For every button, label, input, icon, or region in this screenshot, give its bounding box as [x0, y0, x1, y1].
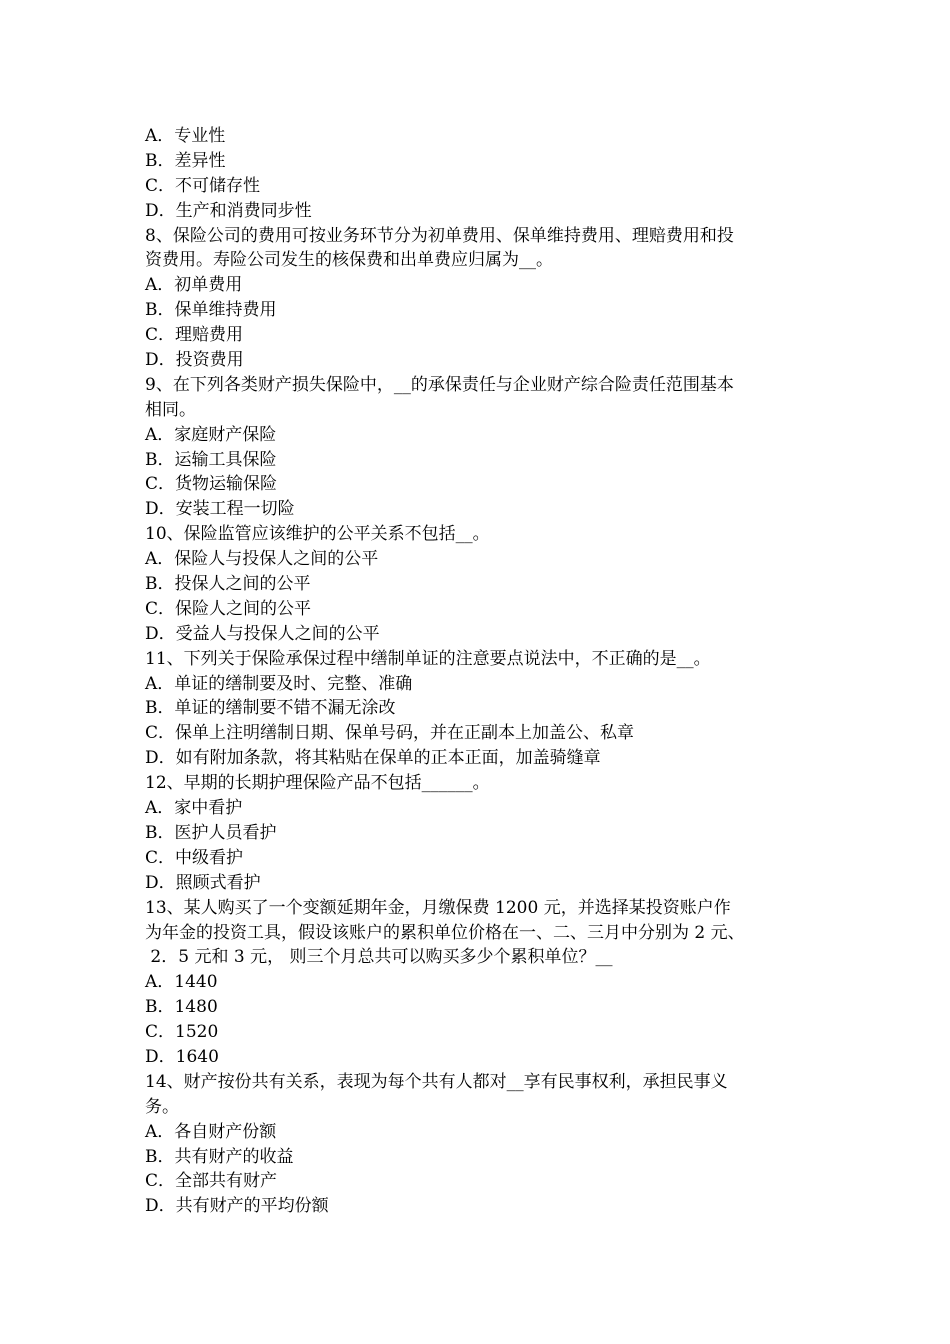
- option-b: B．差异性: [145, 150, 226, 171]
- option-a: A．保险人与投保人之间的公平: [145, 549, 379, 570]
- question-14-line-2: 务。: [145, 1096, 179, 1117]
- option-d: D．投资费用: [145, 350, 244, 371]
- option-b: B．保单维持费用: [145, 300, 277, 321]
- option-b: B．1480: [145, 997, 218, 1018]
- question-10: 10、保险监管应该维护的公平关系不包括__。: [145, 524, 490, 545]
- option-b: B．医护人员看护: [145, 822, 277, 843]
- option-d: D．受益人与投保人之间的公平: [145, 623, 380, 644]
- option-a: A．家庭财产保险: [145, 424, 277, 445]
- option-d: D．如有附加条款，将其粘贴在保单的正本正面，加盖骑缝章: [145, 748, 601, 769]
- option-a: A．专业性: [145, 126, 226, 146]
- option-c: C．中级看护: [145, 847, 244, 868]
- question-8-line-2: 资费用。寿险公司发生的核保费和出单费应归属为__。: [145, 250, 553, 271]
- option-b: B．单证的缮制要不错不漏无涂改: [145, 698, 396, 719]
- question-8-line-1: 8、保险公司的费用可按业务环节分为初单费用、保单维持费用、理赔费用和投: [145, 225, 734, 246]
- question-13-line-3: 2．5 元和 3 元， 则三个月总共可以购买多少个累积单位？__: [145, 947, 613, 968]
- option-a: A．家中看护: [145, 798, 243, 819]
- option-a: A．1440: [145, 972, 218, 993]
- option-b: B．共有财产的收益: [145, 1146, 294, 1167]
- option-b: B．运输工具保险: [145, 449, 277, 470]
- option-c: C．保险人之间的公平: [145, 598, 312, 619]
- document-page: [145, 124, 825, 1219]
- option-d: D．共有财产的平均份额: [145, 1196, 329, 1217]
- option-a: A．初单费用: [145, 275, 243, 296]
- option-c: C．货物运输保险: [145, 474, 278, 495]
- option-d: D．生产和消费同步性: [145, 200, 312, 221]
- option-c: C．全部共有财产: [145, 1171, 278, 1192]
- option-c: C．1520: [145, 1022, 219, 1043]
- option-a: A．各自财产份额: [145, 1121, 277, 1142]
- question-13-line-1: 13、某人购买了一个变额延期年金，月缴保费 1200 元，并选择某投资账户作: [145, 897, 731, 918]
- option-c: C．保单上注明缮制日期、保单号码，并在正副本上加盖公、私章: [145, 723, 635, 744]
- question-9-line-1: 9、在下列各类财产损失保险中，__的承保责任与企业财产综合险责任范围基本: [145, 374, 734, 395]
- option-d: D．照顾式看护: [145, 872, 261, 893]
- question-14-line-1: 14、财产按份共有关系，表现为每个共有人都对__享有民事权利，承担民事义: [145, 1071, 728, 1092]
- option-a: A．单证的缮制要及时、完整、准确: [145, 673, 413, 694]
- question-9-line-2: 相同。: [145, 399, 196, 420]
- question-11: 11、下列关于保险承保过程中缮制单证的注意要点说法中，不正确的是__。: [145, 648, 711, 669]
- question-12: 12、早期的长期护理保险产品不包括______。: [145, 773, 490, 794]
- option-d: D．安装工程一切险: [145, 499, 295, 520]
- question-13-line-2: 为年金的投资工具，假设该账户的累积单位价格在一、二、三月中分别为 2 元、: [145, 922, 745, 943]
- option-b: B．投保人之间的公平: [145, 574, 311, 595]
- option-d: D．1640: [145, 1046, 219, 1067]
- option-c: C．理赔费用: [145, 325, 244, 346]
- option-c: C．不可储存性: [145, 175, 261, 196]
